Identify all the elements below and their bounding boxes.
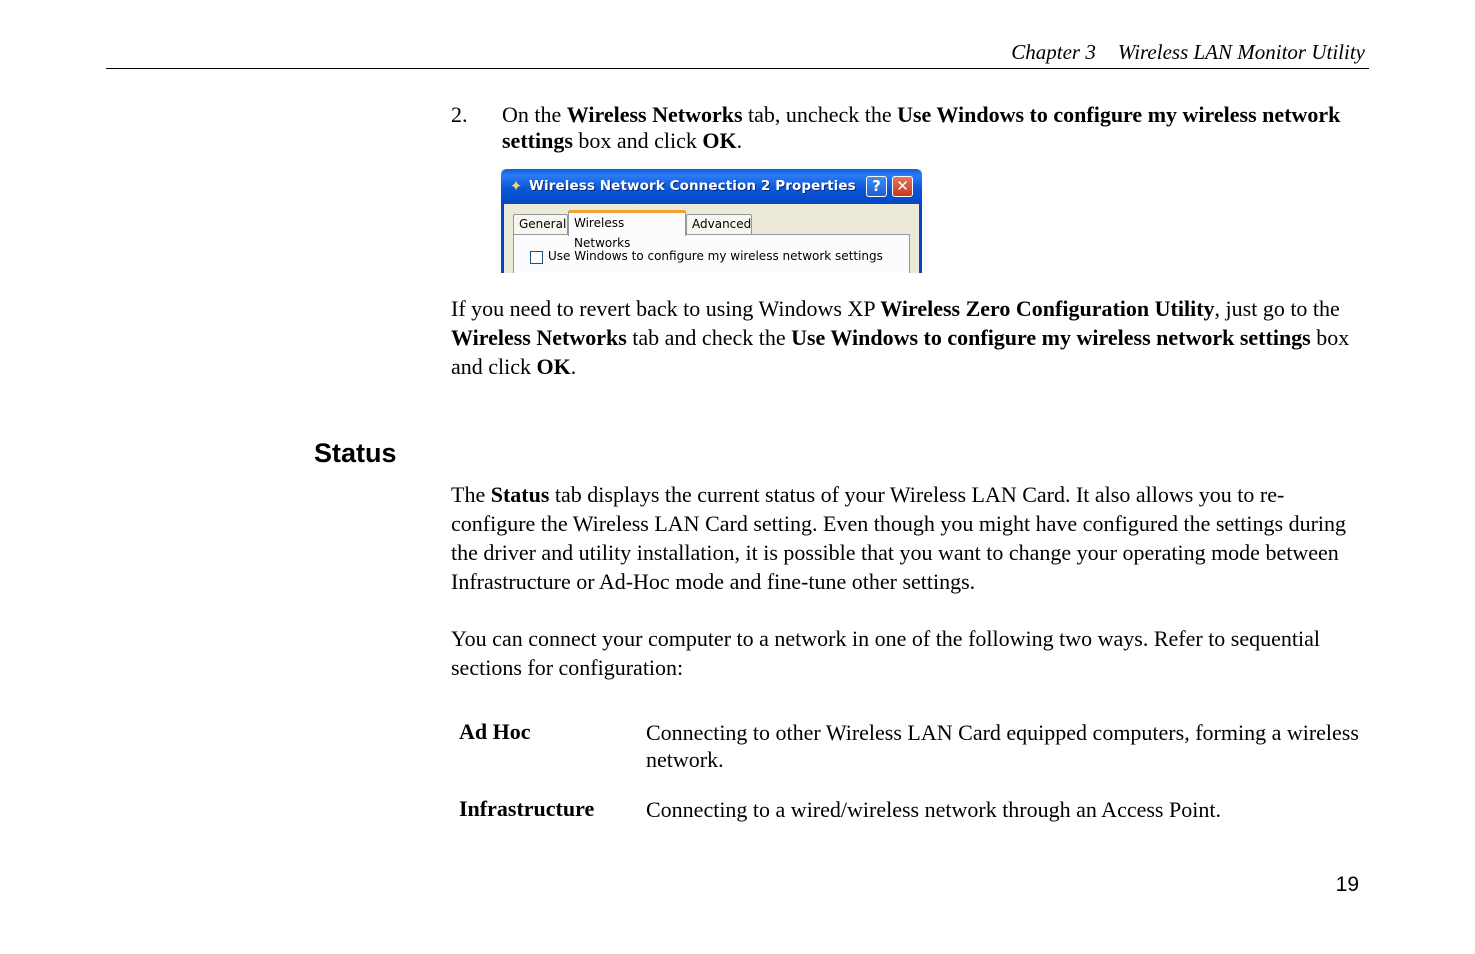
page-number: 19 [1335, 873, 1359, 896]
dialog-frame-left [501, 204, 504, 273]
tab-wireless-networks[interactable]: Wireless Networks [568, 210, 686, 236]
revert-bold-ok: OK [536, 354, 571, 379]
header-chapter: Chapter 3 [1011, 40, 1096, 64]
close-button[interactable]: ✕ [892, 176, 913, 197]
status-paragraph [451, 480, 1361, 596]
revert-bold-option: Use Windows to configure my wireless network settings [791, 325, 1311, 350]
mode-desc-infrastructure: Connecting to a wired/wireless network through an Access Point. [646, 797, 1221, 822]
step-bold-option: Use Windows to configure my wireless network settings [502, 102, 1341, 153]
header-title: Wireless LAN Monitor Utility [1117, 40, 1365, 64]
revert-text-3: tab and check the [626, 325, 792, 350]
step-number: 2. [451, 102, 468, 127]
dialog-frame-right [919, 204, 922, 273]
use-windows-checkbox-label[interactable]: Use Windows to configure my wireless network settings [548, 249, 883, 263]
section-heading: Status [314, 438, 397, 468]
revert-text-1: If you need to revert back to using Windows XP [451, 296, 881, 321]
tab-panel [513, 234, 910, 273]
revert-bold-utility: Wireless Zero Configuration Utility [880, 296, 1215, 321]
status-text-2: tab displays the current status of your Wireless LAN Card. It also allows you to re-configure the Wireless LAN Card setting. Even though you might have configured the settings during the driver and utility installation, it is possible that you want to change your operating mode between Infrastructure or Ad-Hoc mode and fine-tune other settings. [451, 482, 1347, 594]
revert-text-2: , just go to the [1214, 296, 1340, 321]
step-bold-tab: Wireless Networks [566, 102, 743, 127]
step-bold-ok: OK [702, 128, 737, 153]
revert-paragraph [451, 294, 1361, 381]
use-windows-checkbox[interactable] [530, 251, 543, 264]
revert-text-5: . [570, 354, 577, 379]
help-button[interactable]: ? [866, 176, 887, 197]
step-text-4: . [736, 128, 743, 153]
network-icon: ✦ [509, 177, 523, 195]
tab-general[interactable]: General [513, 214, 568, 234]
dialog-title: Wireless Network Connection 2 Properties [529, 178, 856, 194]
mode-desc-adhoc: Connecting to other Wireless LAN Card equipped computers, forming a wireless network. [646, 720, 1359, 772]
status-text-1: The [451, 482, 491, 507]
mode-term-infrastructure: Infrastructure [459, 796, 595, 821]
step-instruction [502, 102, 1362, 154]
properties-dialog-screenshot [501, 169, 922, 273]
mode-term-adhoc: Ad Hoc [459, 719, 531, 744]
connect-paragraph: You can connect your computer to a network in one of the following two ways. Refer to sequential sections for configuration: [451, 626, 1320, 680]
dialog-title-bar [501, 169, 922, 204]
step-text-1: On the [502, 102, 567, 127]
tab-advanced[interactable]: Advanced [686, 214, 752, 234]
revert-bold-tab: Wireless Networks [451, 325, 627, 350]
running-header [1011, 40, 1365, 65]
status-bold-tab: Status [490, 482, 550, 507]
revert-text-4: box and click [451, 325, 1350, 379]
header-rule [106, 68, 1369, 69]
step-text-2: tab, uncheck the [742, 102, 898, 127]
step-text-3: box and click [572, 128, 703, 153]
